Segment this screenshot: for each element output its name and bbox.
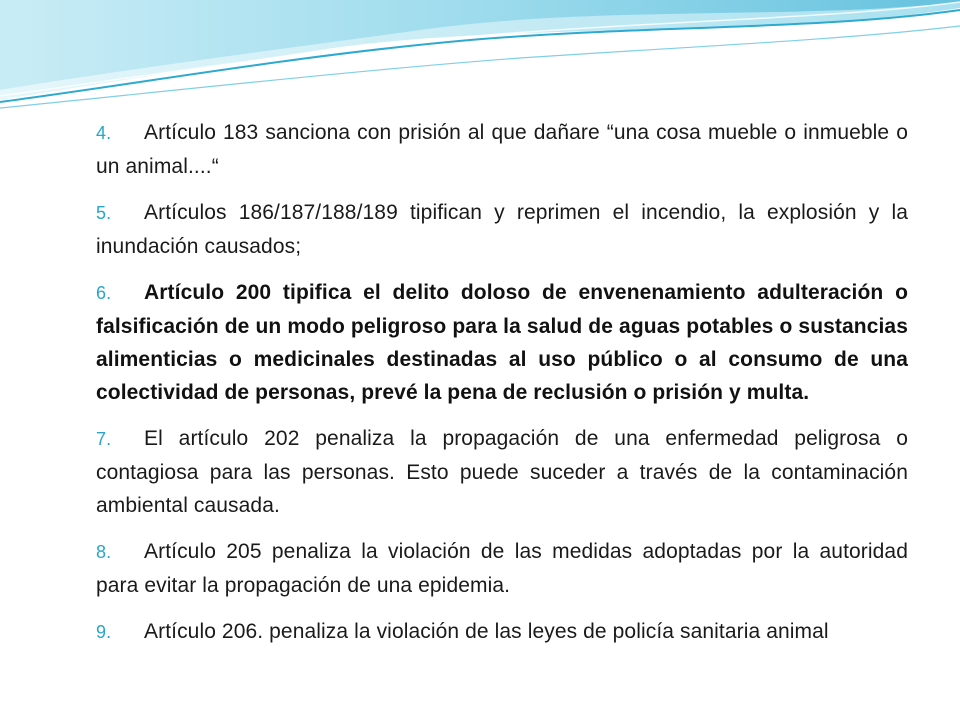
- item-text: Artículo 206. penaliza la violación de las leyes de policía sanitaria animal: [144, 620, 829, 643]
- item-number: 9.: [96, 622, 112, 642]
- item-number: 6.: [96, 283, 112, 303]
- item-number: 8.: [96, 542, 112, 562]
- numbered-list: [96, 116, 908, 662]
- item-number: 5.: [96, 203, 112, 223]
- list-item-6: [96, 276, 908, 409]
- item-text: Artículo 183 sanciona con prisión al que dañare “una cosa mueble o inmueble o un animal....“: [96, 121, 908, 178]
- list-item-9: [96, 615, 908, 649]
- item-number: 4.: [96, 123, 112, 143]
- item-text: Artículos 186/187/188/189 tipifican y reprimen el incendio, la explosión y la inundación causados;: [96, 201, 908, 258]
- item-text: Artículo 200 tipifica el delito doloso de envenenamiento adulteración o falsificación de un modo peligroso para la salud de aguas potables o sustancias alimenticias o medicinales destinadas al uso público o al consumo de una colectividad de personas, prevé la pena de reclusión o prisión y multa.: [96, 281, 908, 404]
- list-item-5: [96, 196, 908, 263]
- item-number: 7.: [96, 429, 112, 449]
- item-text: El artículo 202 penaliza la propagación de una enfermedad peligrosa o contagiosa para las personas. Esto puede suceder a través de la contaminación ambiental causada.: [96, 427, 908, 517]
- list-item-7: [96, 422, 908, 522]
- list-item-8: [96, 535, 908, 602]
- list-item-4: [96, 116, 908, 183]
- item-text: Artículo 205 penaliza la violación de las medidas adoptadas por la autoridad para evitar la propagación de una epidemia.: [96, 540, 908, 597]
- decorative-wave-banner: [0, 0, 960, 120]
